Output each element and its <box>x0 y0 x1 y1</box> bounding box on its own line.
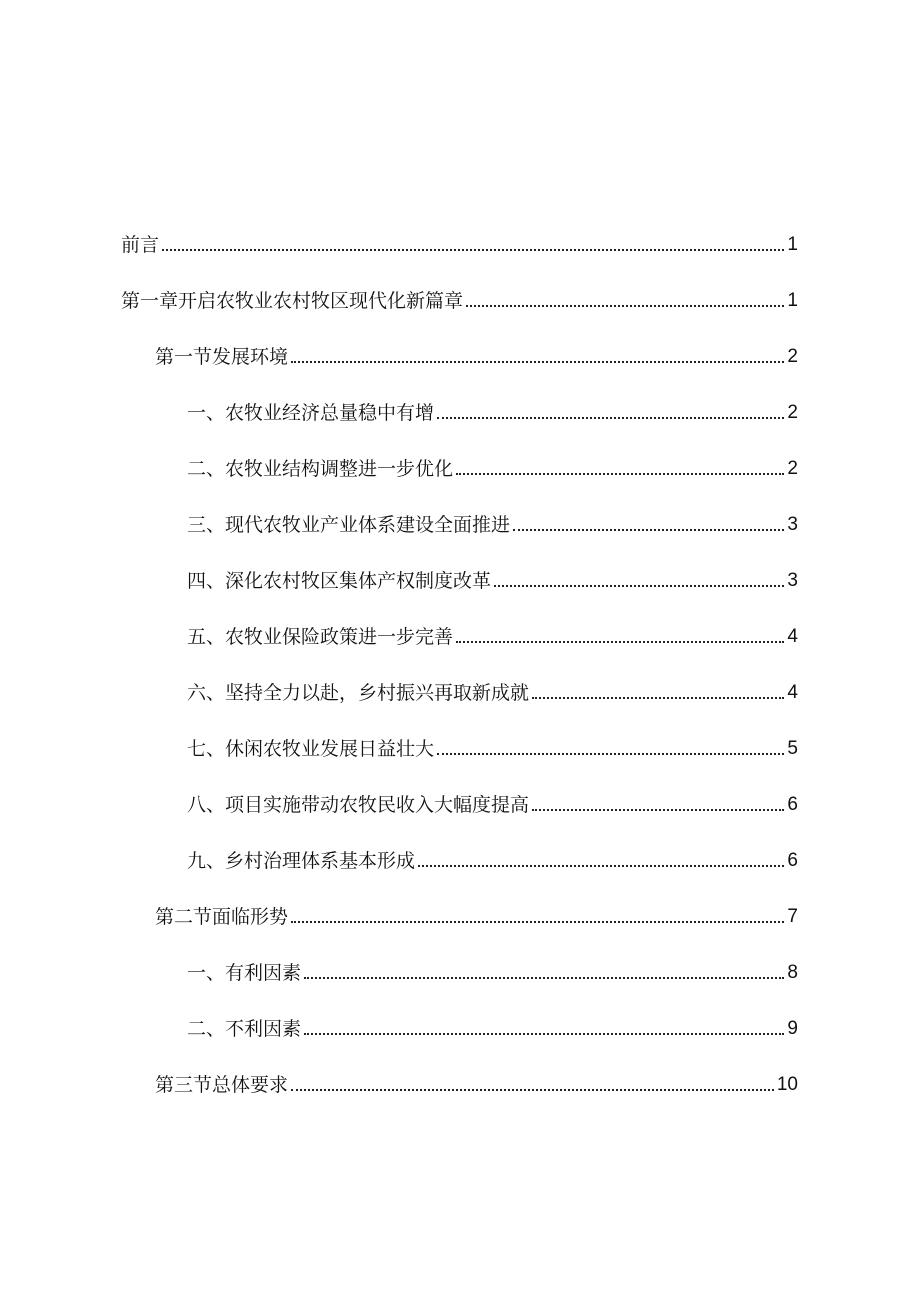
toc-entry-page: 5 <box>787 738 798 759</box>
toc-entry-page: 1 <box>787 290 798 311</box>
toc-entry-page: 4 <box>787 626 798 647</box>
toc-entry-item[interactable] <box>187 394 798 424</box>
dot-leader <box>466 305 784 307</box>
toc-entry-page: 6 <box>787 850 798 871</box>
toc-entry-chapter-1[interactable] <box>121 282 798 312</box>
dot-leader <box>304 1033 784 1035</box>
toc-entry-page: 3 <box>787 570 798 591</box>
toc-entry-page: 1 <box>787 234 798 255</box>
toc-entry-preface[interactable] <box>121 226 798 256</box>
toc-entry-page: 9 <box>787 1018 798 1039</box>
toc-entry-item[interactable] <box>187 450 798 480</box>
toc-entry-page: 3 <box>787 514 798 535</box>
toc-entry-title: 二、农牧业结构调整进一步优化 <box>187 458 454 480</box>
toc-entry-title: 第一章开启农牧业农村牧区现代化新篇章 <box>121 290 464 312</box>
dot-leader <box>437 753 784 755</box>
dot-leader <box>291 921 784 923</box>
toc-entry-item[interactable] <box>187 618 798 648</box>
dot-leader <box>291 361 784 363</box>
toc-entry-title: 五、农牧业保险政策进一步完善 <box>187 626 454 648</box>
dot-leader <box>513 529 784 531</box>
toc-entry-item[interactable] <box>187 674 798 704</box>
toc-entry-title: 四、深化农村牧区集体产权制度改革 <box>187 570 492 592</box>
dot-leader <box>494 585 784 587</box>
toc-entry-title: 七、休闲农牧业发展日益壮大 <box>187 738 435 760</box>
toc-entry-item[interactable] <box>187 1010 798 1040</box>
dot-leader <box>418 865 784 867</box>
toc-entry-page: 4 <box>787 682 798 703</box>
toc-entry-title: 九、乡村治理体系基本形成 <box>187 850 416 872</box>
dot-leader <box>532 809 784 811</box>
toc-entry-title: 六、坚持全力以赴，乡村振兴再取新成就 <box>187 682 530 704</box>
dot-leader <box>437 417 784 419</box>
toc-entry-page: 2 <box>787 458 798 479</box>
toc-entry-item[interactable] <box>187 954 798 984</box>
toc-entry-title: 第二节面临形势 <box>155 906 289 928</box>
toc-entry-title: 二、不利因素 <box>187 1018 302 1040</box>
toc-entry-title: 三、现代农牧业产业体系建设全面推进 <box>187 514 511 536</box>
toc-entry-page: 10 <box>776 1074 798 1095</box>
dot-leader <box>456 473 784 475</box>
toc-entry-title: 第三节总体要求 <box>155 1074 289 1096</box>
dot-leader <box>291 1089 774 1091</box>
toc-entry-page: 6 <box>787 794 798 815</box>
toc-entry-section-3[interactable] <box>155 1066 798 1096</box>
dot-leader <box>532 697 784 699</box>
dot-leader <box>162 249 784 251</box>
toc-entry-title: 一、农牧业经济总量稳中有增 <box>187 402 435 424</box>
toc-entry-item[interactable] <box>187 730 798 760</box>
toc-entry-page: 2 <box>787 346 798 367</box>
dot-leader <box>456 641 784 643</box>
toc-entry-page: 8 <box>787 962 798 983</box>
toc-entry-section-1[interactable] <box>155 338 798 368</box>
toc-entry-item[interactable] <box>187 786 798 816</box>
toc-entry-title: 一、有利因素 <box>187 962 302 984</box>
dot-leader <box>304 977 784 979</box>
toc-entry-page: 2 <box>787 402 798 423</box>
toc-entry-item[interactable] <box>187 506 798 536</box>
toc-entry-item[interactable] <box>187 562 798 592</box>
toc-entry-title: 八、项目实施带动农牧民收入大幅度提高 <box>187 794 530 816</box>
toc-entry-item[interactable] <box>187 842 798 872</box>
toc-entry-title: 前言 <box>121 234 160 256</box>
toc-entry-page: 7 <box>787 906 798 927</box>
toc-entry-title: 第一节发展环境 <box>155 346 289 368</box>
toc-entry-section-2[interactable] <box>155 898 798 928</box>
